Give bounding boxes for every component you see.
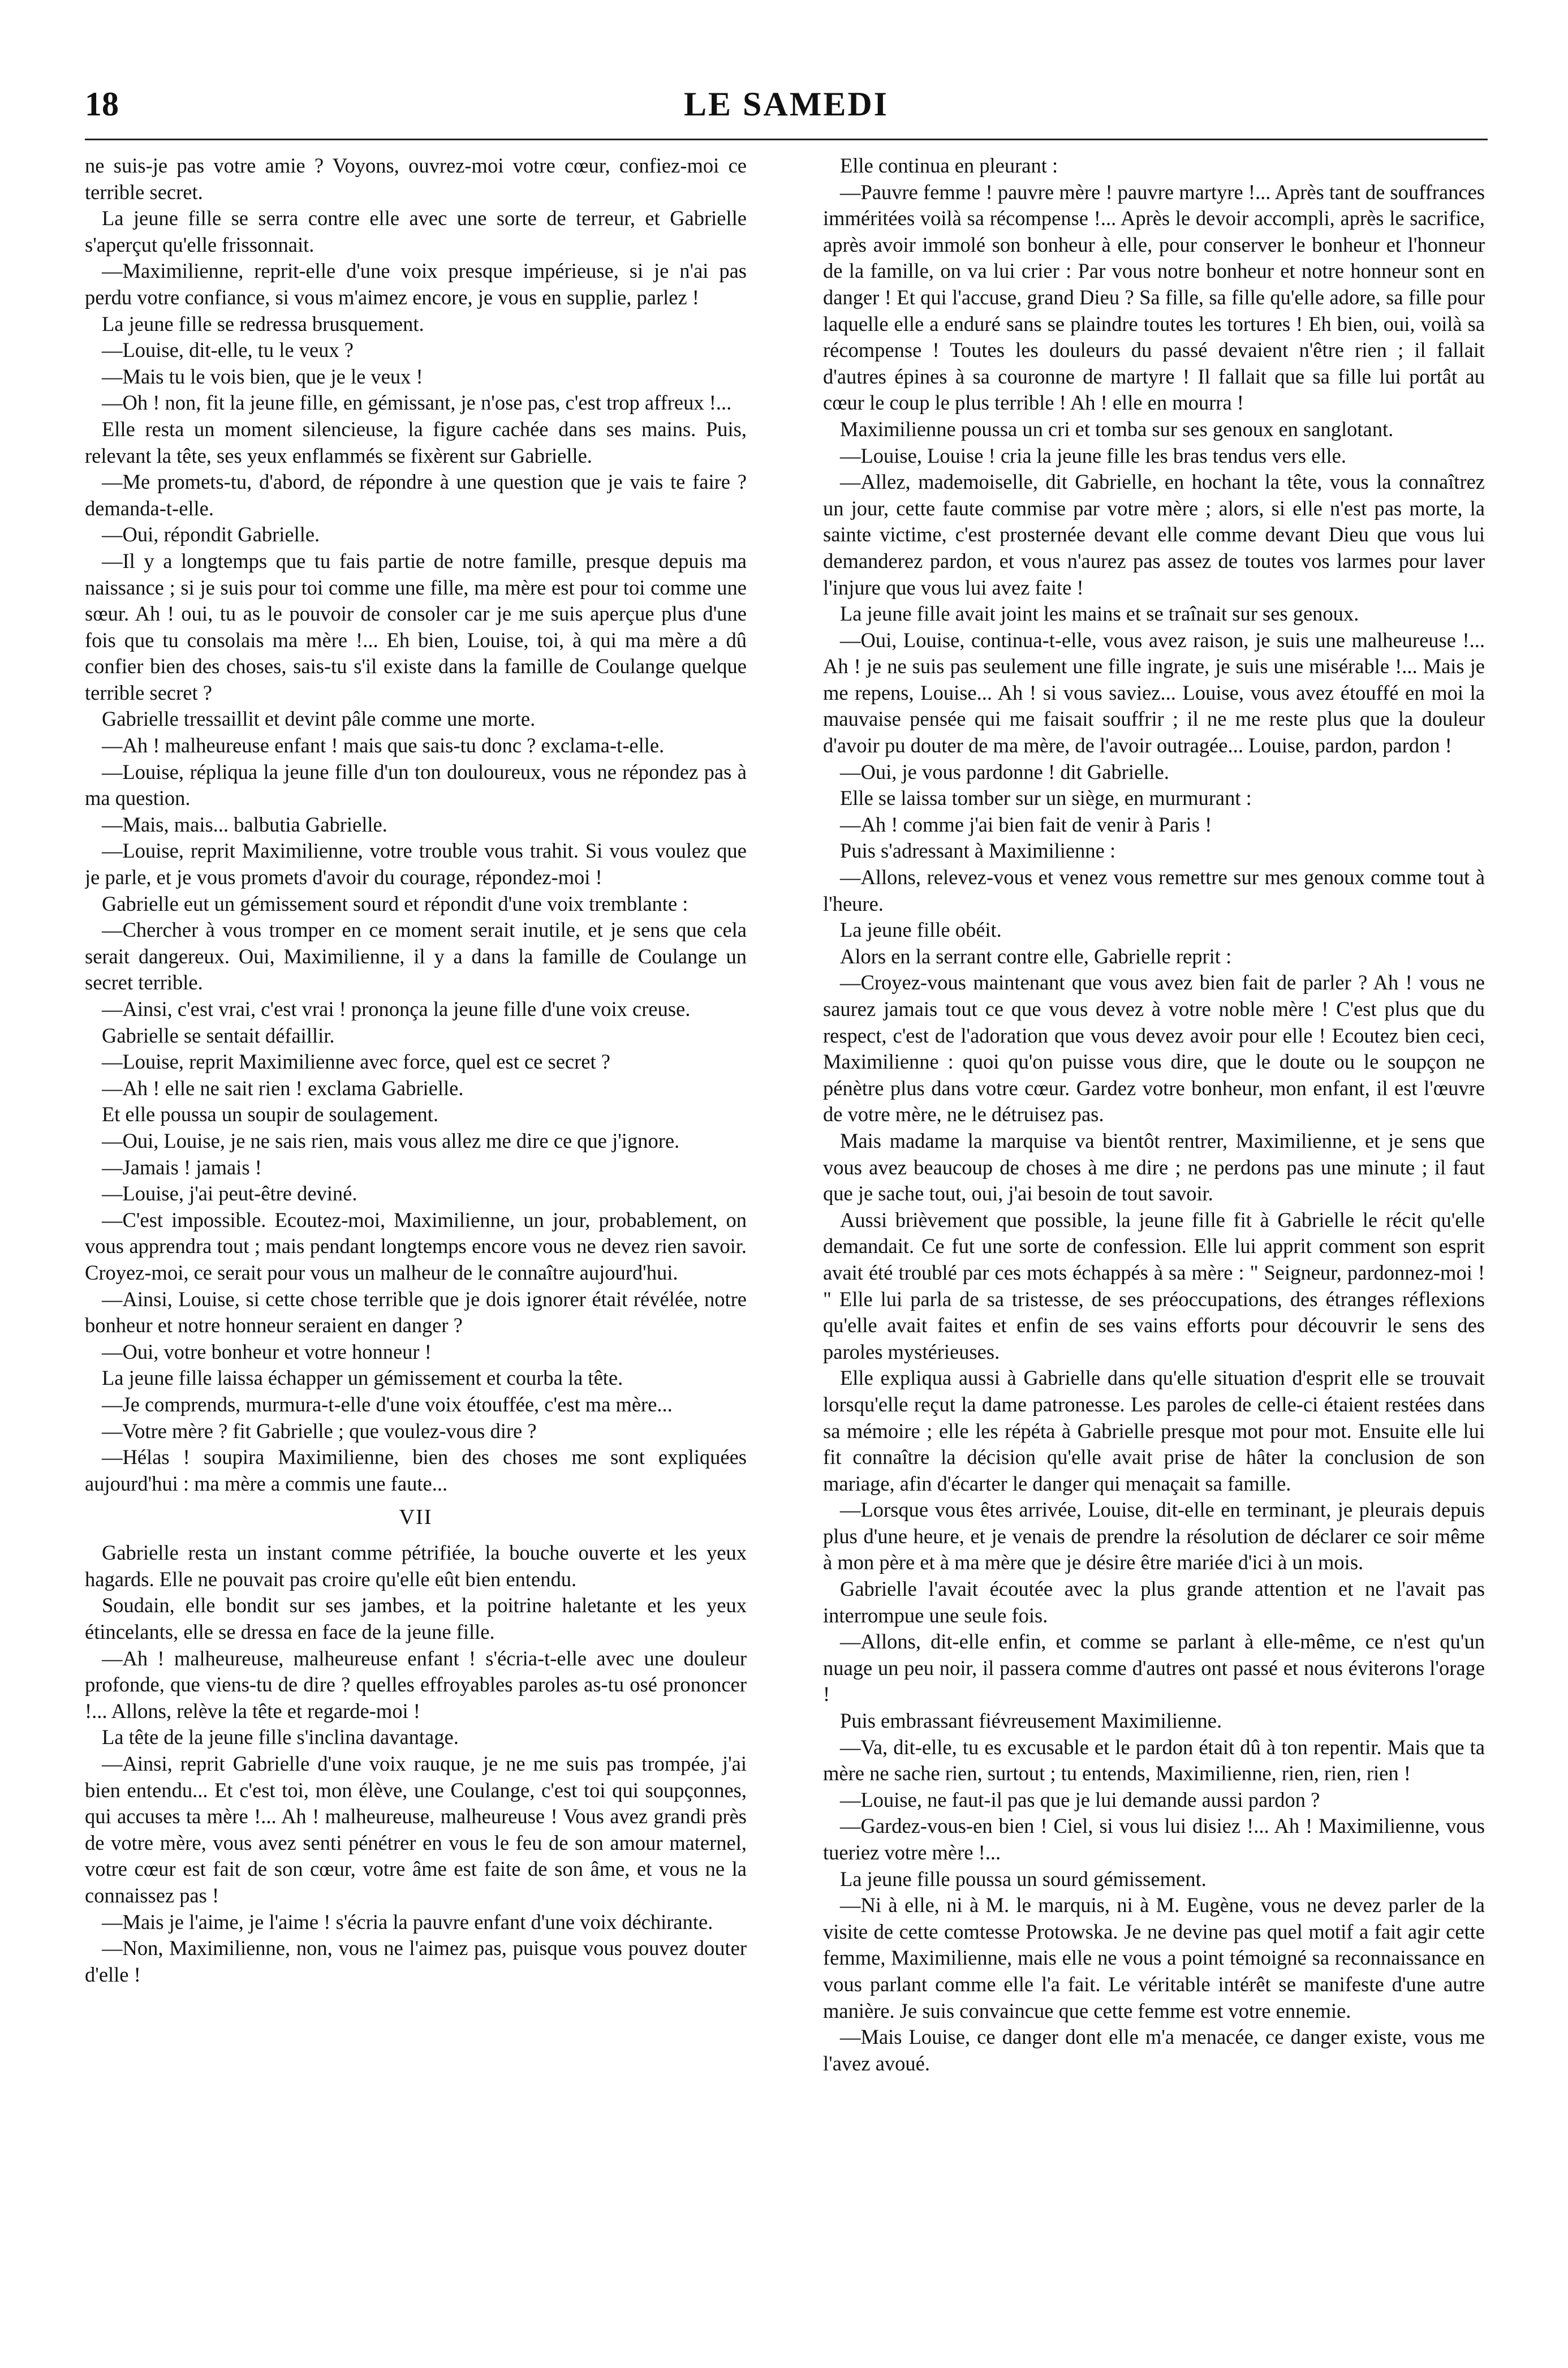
- paragraph: —Louise, dit-elle, tu le veux ?: [102, 338, 354, 362]
- paragraph: —Louise, répliqua la jeune fille d'un ton douloureux, vous ne répondez pas à ma question.: [85, 760, 747, 810]
- paragraph: —Louise, ne faut-il pas que je lui demande aussi pardon ?: [840, 1788, 1320, 1811]
- paragraph: —Lorsque vous êtes arrivée, Louise, dit-elle en terminant, je pleurais depuis plus d'une heure, et je venais de prendre la résolution de déclarer ce soir même à mon père et à ma mère que je désire être mariée d'ici à un mois.: [823, 1498, 1485, 1574]
- paragraph: Elle se laissa tomber sur un siège, en murmurant :: [840, 786, 1252, 810]
- paragraph: Mais madame la marquise va bientôt rentrer, Maximilienne, et je sens que vous avez beaucoup de choses à me dire ; ne perdons pas une minute ; il faut que je sache tout, oui, j'ai besoin de tout savoir.: [823, 1129, 1485, 1205]
- header-rule: [85, 139, 1488, 140]
- journal-title: LE SAMEDI: [683, 85, 889, 123]
- paragraph: Maximilienne poussa un cri et tomba sur ses genoux en sanglotant.: [840, 417, 1394, 441]
- paragraph: —Ni à elle, ni à M. le marquis, ni à M. Eugène, vous ne devez parler de la visite de cette comtesse Protowska. Je ne devine pas quel motif a fait agir cette femme, Maximilienne, mais elle ne vous a point témoigné sa reconnaissance en vous parlant comme elle l'a fait. Le véritable intérêt se manifeste d'une autre manière. Je suis convaincue que cette femme est votre ennemie.: [823, 1893, 1485, 2022]
- paragraph: Gabrielle l'avait écoutée avec la plus grande attention et ne l'avait pas interrompue une seule fois.: [823, 1577, 1485, 1627]
- paragraph: La jeune fille se redressa brusquement.: [102, 312, 424, 335]
- paragraph: La jeune fille avait joint les mains et se traînait sur ses genoux.: [840, 602, 1359, 626]
- paragraph: —Croyez-vous maintenant que vous avez bien fait de parler ? Ah ! vous ne saurez jamais tout ce que vous devez à votre noble mère ! C'est plus que du respect, c'est de l'adoration que vous devez avoir pour elle ! Ecoutez bien ceci, Maximilienne : quoi qu'on puisse vous dire, que le doute ou le soupçon ne pénètre plus dans votre cœur. Gardez votre bonheur, mon enfant, il est l'œuvre de votre mère, ne le détruisez pas.: [823, 971, 1485, 1126]
- paragraph: —Je comprends, murmura-t-elle d'une voix étouffée, c'est ma mère...: [102, 1392, 673, 1416]
- paragraph: —Jamais ! jamais !: [102, 1155, 262, 1179]
- paragraph: —Louise, Louise ! cria la jeune fille les bras tendus vers elle.: [840, 444, 1346, 467]
- paragraph: Gabrielle resta un instant comme pétrifiée, la bouche ouverte et les yeux hagards. Elle ne pouvait pas croire qu'elle eût bien entendu.: [85, 1541, 747, 1591]
- right-column-text: [823, 153, 1485, 2077]
- paragraph: —Ainsi, c'est vrai, c'est vrai ! prononça la jeune fille d'une voix creuse.: [102, 997, 691, 1021]
- paragraph: Gabrielle se sentait défaillir.: [102, 1023, 335, 1047]
- paragraph: —Votre mère ? fit Gabrielle ; que voulez-vous dire ?: [102, 1419, 537, 1443]
- page-number: 18: [85, 85, 119, 123]
- paragraph: —Oui, Louise, je ne sais rien, mais vous allez me dire ce que j'ignore.: [102, 1129, 680, 1152]
- paragraph: Elle expliqua aussi à Gabrielle dans qu'elle situation d'esprit elle se trouvait lorsqu'elle reçut la dame patronesse. Les paroles de celle-ci étaient restées dans sa mémoire ; elle les répéta à Gabrielle presque mot pour mot. Ensuite elle lui fit connaître la décision qu'elle avait prise de hâter la conclusion de son mariage, afin d'écarter le danger qui menaçait sa famille.: [823, 1366, 1485, 1495]
- paragraph: —Maximilienne, reprit-elle d'une voix presque impérieuse, si je n'ai pas perdu votre confiance, si vous m'aimez encore, je vous en supplie, parlez !: [85, 259, 747, 309]
- paragraph: —Allez, mademoiselle, dit Gabrielle, en hochant la tête, vous la connaîtrez un jour, cette faute commise par votre mère ; alors, si elle n'est pas morte, la sainte victime, c'est prosternée devant elle comme devant Dieu que vous lui demanderez pardon, et vous n'aurez pas assez de toutes vos larmes pour laver l'injure que vous lui avez faite !: [823, 470, 1485, 599]
- right-column: [823, 153, 1485, 2336]
- paragraph: La jeune fille poussa un sourd gémissement.: [840, 1867, 1207, 1891]
- paragraph: —Ainsi, reprit Gabrielle d'une voix rauque, je ne me suis pas trompée, j'ai bien entendu... Et c'est toi, mon élève, une Coulange, c'est toi qui soupçonnes, qui accuses ta mère !... Ah ! malheureuse, malheureuse ! Vous avez grandi près de votre mère, vous avez senti pénétrer en vous le feu de son amour maternel, votre cœur est fait de son cœur, votre âme est faite de son âme, et vous ne la connaissez pas !: [85, 1752, 747, 1907]
- paragraph: La tête de la jeune fille s'inclina davantage.: [102, 1725, 459, 1749]
- paragraph: Elle resta un moment silencieuse, la figure cachée dans ses mains. Puis, relevant la tête, ses yeux enflammés se fixèrent sur Gabrielle.: [85, 417, 747, 467]
- paragraph: La jeune fille obéit.: [840, 918, 1002, 942]
- paragraph: —Oui, Louise, continua-t-elle, vous avez raison, je suis une malheureuse !... Ah ! je ne suis pas seulement une fille ingrate, je suis une misérable !... Mais je me repens, Louise... Ah ! si vous saviez... Louise, vous avez étouffé en moi la mauvaise pensée qui me faisait souffrir ; il ne me reste plus que la douleur d'avoir pu douter de ma mère, de l'avoir outragée... Louise, pardon, pardon !: [823, 628, 1485, 757]
- paragraph: —Gardez-vous-en bien ! Ciel, si vous lui disiez !... Ah ! Maximilienne, vous tueriez votre mère !...: [823, 1814, 1485, 1864]
- paragraph: Elle continua en pleurant :: [840, 154, 1058, 177]
- paragraph: —Louise, reprit Maximilienne, votre trouble vous trahit. Si vous voulez que je parle, et je vous promets d'avoir du courage, répondez-moi !: [85, 839, 747, 889]
- chapter-heading: VII: [399, 1505, 433, 1530]
- paragraph: —Ainsi, Louise, si cette chose terrible que je dois ignorer était révélée, notre bonheur et notre honneur seraient en danger ?: [85, 1287, 747, 1337]
- paragraph: La jeune fille laissa échapper un gémissement et courba la tête.: [102, 1366, 623, 1390]
- paragraph: —Louise, j'ai peut-être deviné.: [102, 1182, 357, 1205]
- paragraph: Soudain, elle bondit sur ses jambes, et la poitrine haletante et les yeux étincelants, elle se dressa en face de la jeune fille.: [85, 1594, 747, 1644]
- left-column-text: [85, 153, 747, 1497]
- paragraph: ne suis-je pas votre amie ? Voyons, ouvrez-moi votre cœur, confiez-moi ce terrible secret.: [85, 154, 747, 204]
- paragraph: —Non, Maximilienne, non, vous ne l'aimez pas, puisque vous pouvez douter d'elle !: [85, 1936, 747, 1986]
- paragraph: —Oui, votre bonheur et votre honneur !: [102, 1340, 432, 1363]
- paragraph: —Ah ! comme j'ai bien fait de venir à Paris !: [840, 812, 1212, 836]
- running-head: [85, 85, 1488, 130]
- paragraph: —Mais, mais... balbutia Gabrielle.: [102, 812, 387, 836]
- paragraph: —Mais tu le vois bien, que je le veux !: [102, 364, 423, 388]
- paragraph: —Ah ! malheureuse, malheureuse enfant ! s'écria-t-elle avec une douleur profonde, que viens-tu de dire ? quelles effroyables paroles as-tu osé prononcer !... Allons, relève la tête et regarde-moi !: [85, 1646, 747, 1723]
- chapter-text: [85, 1540, 747, 1988]
- paragraph: —Va, dit-elle, tu es excusable et le pardon était dû à ton repentir. Mais que ta mère ne sache rien, surtout ; tu entends, Maximilienne, rien, rien, rien !: [823, 1735, 1485, 1785]
- paragraph: —Oui, répondit Gabrielle.: [102, 523, 320, 546]
- paragraph: —Me promets-tu, d'abord, de répondre à une question que je vais te faire ? demanda-t-elle.: [85, 470, 747, 520]
- paragraph: —Allons, dit-elle enfin, et comme se parlant à elle-même, ce n'est qu'un nuage un peu noir, il passera comme d'autres ont passé et nous éviterons l'orage !: [823, 1630, 1485, 1706]
- paragraph: —Oh ! non, fit la jeune fille, en gémissant, je n'ose pas, c'est trop affreux !...: [102, 391, 732, 415]
- paragraph: Et elle poussa un soupir de soulagement.: [102, 1103, 439, 1126]
- paragraph: Alors en la serrant contre elle, Gabrielle reprit :: [840, 944, 1232, 968]
- paragraph: —Pauvre femme ! pauvre mère ! pauvre martyre !... Après tant de souffrances imméritées voilà sa récompense !... Après le devoir accompli, après le sacrifice, après avoir immolé son bonheur à elle, pour conserver le bonheur et l'honneur de la famille, on va lui crier : Par vous notre bonheur et notre honneur sont en danger ! Et qui l'accuse, grand Dieu ? Sa fille, sa fille qu'elle adore, sa fille pour laquelle elle a enduré sans se plaindre toutes les tortures ! Eh bien, oui, voilà sa récompense ! Toutes les douleurs du passé devaient n'être rien ; il fallait d'autres épines à sa couronne de martyre ! Il fallait que sa fille lui portât au cœur le coup le plus terrible ! Ah ! elle en mourra !: [823, 180, 1485, 415]
- paragraph: Puis s'adressant à Maximilienne :: [840, 839, 1116, 863]
- paragraph: —Mais Louise, ce danger dont elle m'a menacée, ce danger existe, vous me l'avez avoué.: [823, 2025, 1485, 2075]
- paragraph: —Il y a longtemps que tu fais partie de notre famille, presque depuis ma naissance ; si je suis pour toi comme une fille, ma mère est pour toi comme une sœur. Ah ! oui, tu as le pouvoir de consoler car je me suis aperçue plus d'une fois que tu consolais ma mère !... Eh bien, Louise, toi, à qui ma mère a dû confier bien des choses, sais-tu s'il existe dans la famille de Coulange quelque terrible secret ?: [85, 549, 747, 704]
- paragraph: —Chercher à vous tromper en ce moment serait inutile, et je sens que cela serait dangereux. Oui, Maximilienne, il y a dans la famille de Coulange un secret terrible.: [85, 918, 747, 994]
- paragraph: —Louise, reprit Maximilienne avec force, quel est ce secret ?: [102, 1050, 610, 1074]
- paragraph: —Mais je l'aime, je l'aime ! s'écria la pauvre enfant d'une voix déchirante.: [102, 1910, 713, 1934]
- paragraph: La jeune fille se serra contre elle avec une sorte de terreur, et Gabrielle s'aperçut qu'elle frissonnait.: [85, 206, 747, 256]
- paragraph: —Oui, je vous pardonne ! dit Gabrielle.: [840, 760, 1169, 783]
- paragraph: Gabrielle tressaillit et devint pâle comme une morte.: [102, 707, 536, 731]
- left-column: [85, 153, 747, 2336]
- paragraph: —Ah ! malheureuse enfant ! mais que sais-tu donc ? exclama-t-elle.: [102, 734, 665, 757]
- paragraph: Aussi brièvement que possible, la jeune fille fit à Gabrielle le récit qu'elle demandait. Ce fut une sorte de confession. Elle lui apprit comment son esprit avait été troublé par ces mots échappés à sa mère : " Seigneur, pardonnez-moi ! " Elle lui parla de sa tristesse, de ses préoccupations, des étranges réflexions qu'elle avait faites et enfin de ses vains efforts pour découvrir le sens des paroles mystérieuses.: [823, 1208, 1485, 1363]
- paragraph: —Hélas ! soupira Maximilienne, bien des choses me sont expliquées aujourd'hui : ma mère a commis une faute...: [85, 1445, 747, 1495]
- paragraph: Gabrielle eut un gémissement sourd et répondit d'une voix tremblante :: [102, 892, 688, 915]
- paragraph: Puis embrassant fiévreusement Maximilienne.: [840, 1709, 1222, 1733]
- paragraph: —Allons, relevez-vous et venez vous remettre sur mes genoux comme tout à l'heure.: [823, 866, 1485, 915]
- paragraph: —Ah ! elle ne sait rien ! exclama Gabrielle.: [102, 1076, 464, 1100]
- paragraph: —C'est impossible. Ecoutez-moi, Maximilienne, un jour, probablement, on vous apprendra tout ; mais pendant longtemps encore vous ne devez rien savoir. Croyez-moi, ce serait pour vous un malheur de le connaître aujourd'hui.: [85, 1208, 747, 1284]
